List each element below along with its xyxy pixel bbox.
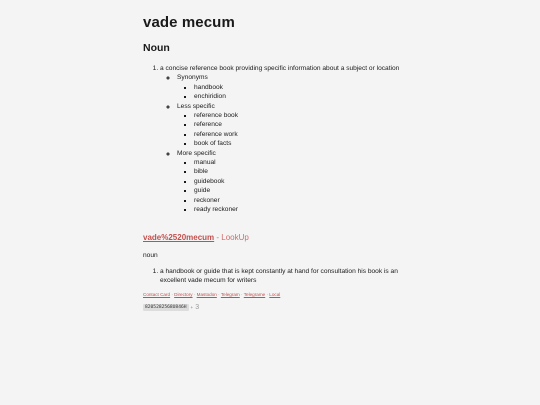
relation-item: ▪ guide bbox=[194, 186, 405, 195]
relation-item: ▪ bible bbox=[194, 167, 405, 176]
lookup-source: LookUp bbox=[221, 233, 249, 242]
relation-item: ▪ handbook bbox=[194, 83, 405, 92]
relation-group-label: More specific bbox=[177, 149, 216, 157]
meta-row bbox=[143, 304, 199, 311]
lookup-separator: - bbox=[214, 233, 222, 242]
footer-link-mastodon[interactable]: Mastodon bbox=[196, 292, 217, 297]
definition-item bbox=[160, 64, 405, 215]
plus-sign: + bbox=[190, 305, 194, 310]
id-badge: 8205282568U846H bbox=[145, 305, 187, 310]
pos-heading: Noun bbox=[143, 42, 170, 54]
relation-item: ▪ reckoner bbox=[194, 196, 405, 205]
relation-item: ▪ ready reckoner bbox=[194, 205, 405, 214]
relation-list bbox=[177, 158, 405, 214]
footer-link-telegram[interactable]: Telegram bbox=[220, 292, 240, 297]
lookup-heading bbox=[143, 233, 249, 243]
relation-item: ▪ reference work bbox=[194, 130, 405, 139]
secondary-definition-list bbox=[143, 267, 405, 286]
secondary-pos: noun bbox=[143, 252, 158, 259]
secondary-definition-item: 1. a handbook or guide that is kept constantly at hand for consultation his book is an excellent vade mecum for writers bbox=[160, 267, 405, 286]
footer-link-directory[interactable]: Directory bbox=[174, 292, 193, 297]
lookup-term-link[interactable]: vade%2520mecum bbox=[143, 233, 215, 242]
relation-list bbox=[177, 83, 405, 102]
relation-item: ▪ guidebook bbox=[194, 177, 405, 186]
footer-links: Contact Card · Directory · Mastodon · Telegram · Telegrame · Local bbox=[143, 292, 281, 297]
relation-group-more-specific bbox=[177, 149, 405, 215]
count-badge: 3 bbox=[195, 304, 200, 311]
relation-item: ▪ reference book bbox=[194, 111, 405, 120]
relation-item: ▪ book of facts bbox=[194, 139, 405, 148]
relation-item: ▪ reference bbox=[194, 120, 405, 129]
relation-item: ▪ manual bbox=[194, 158, 405, 167]
relation-group-synonyms bbox=[177, 73, 405, 101]
relation-list bbox=[177, 111, 405, 149]
relation-item: ▪ enchiridion bbox=[194, 92, 405, 101]
relation-group-label: Synonyms bbox=[177, 74, 208, 82]
definition-text: a concise reference book providing specific information about a subject or location bbox=[160, 65, 400, 72]
page-title: vade mecum bbox=[143, 14, 235, 31]
footer-link-local[interactable]: Local bbox=[269, 292, 281, 297]
definition-list bbox=[143, 64, 405, 215]
relation-groups bbox=[160, 73, 405, 214]
relation-group-label: Less specific bbox=[177, 102, 215, 110]
footer-link-telegrame[interactable]: Telegrame bbox=[243, 292, 266, 297]
relation-group-less-specific bbox=[177, 102, 405, 149]
footer-link-contact-card[interactable]: Contact Card bbox=[143, 292, 171, 297]
